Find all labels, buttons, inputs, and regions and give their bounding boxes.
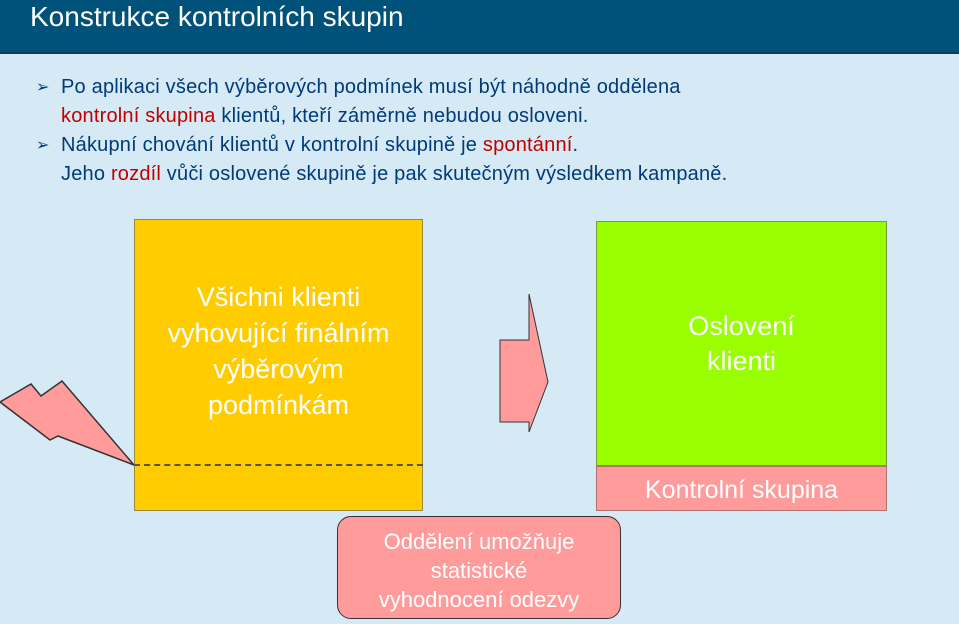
bullet-1-highlight: kontrolní skupina: [61, 105, 216, 127]
bullet-2-cont-start: Jeho: [61, 163, 111, 185]
all-clients-line-4: podmínkám: [207, 390, 350, 420]
addressed-line-1: Oslovení: [688, 311, 795, 341]
bullet-2-highlight: spontánní: [482, 134, 573, 156]
control-group-label: Kontrolní skupina: [644, 476, 839, 504]
arrow-bullet-icon: ➢: [36, 79, 50, 96]
page-title: Konstrukce kontrolních skupin: [30, 1, 404, 32]
right-arrow-shape: [500, 294, 548, 432]
all-clients-line-1: Všichni klienti: [196, 282, 361, 312]
note-line-3: vyhodnocení odezvy: [378, 587, 580, 612]
note-line-1: Oddělení umožňuje: [383, 529, 575, 554]
all-clients-line-2: vyhovující finálním: [167, 318, 390, 348]
arrow-bullet-icon: ➢: [36, 137, 50, 154]
bullet-2-cont-end: vůči oslovené skupině je pak skutečným výsledkem kampaně.: [161, 163, 728, 185]
bullet-1-text: Po aplikaci všech výběrových podmínek musí být náhodně oddělena: [61, 76, 681, 98]
bullet-2-cont-highlight: rozdíl: [110, 163, 162, 185]
note-callout-label: [337, 527, 621, 614]
split-dashed-line: [134, 464, 423, 466]
bullet-1-text-end: klientů, kteří záměrně nebudou osloveni.: [215, 105, 589, 127]
note-line-2: statistické: [430, 558, 528, 583]
all-clients-line-3: výběrovým: [213, 354, 344, 384]
addressed-clients-label: [596, 309, 887, 379]
bullet-2-period: .: [572, 134, 579, 156]
lightning-bolt-shape: [0, 381, 134, 465]
addressed-line-2: klienti: [706, 346, 777, 376]
bullet-2-text: Nákupní chování klientů v kontrolní skupině je: [61, 134, 483, 156]
all-clients-label: [134, 279, 423, 423]
